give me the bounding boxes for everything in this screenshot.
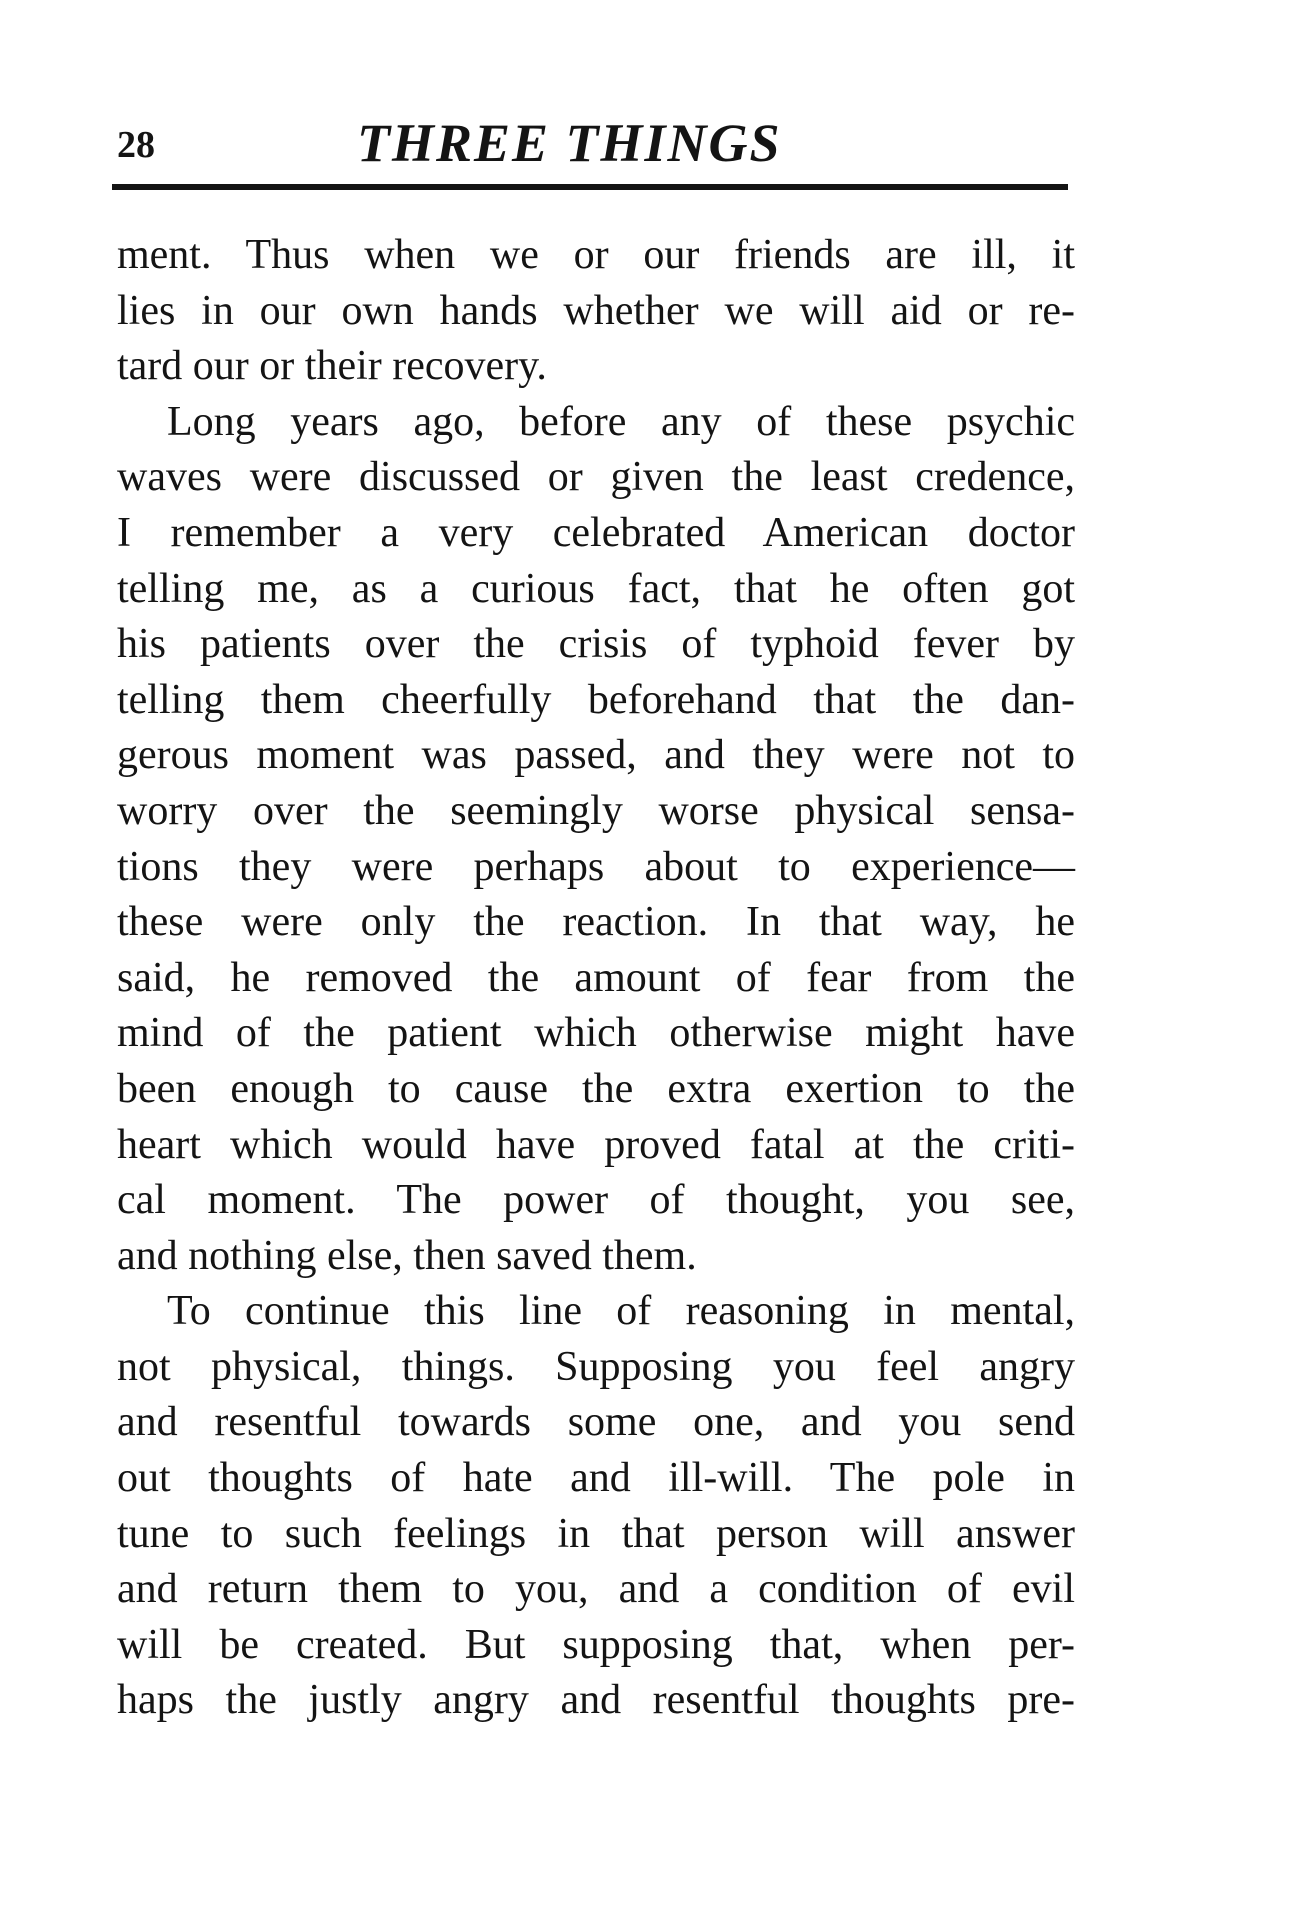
text-line: telling me, as a curious fact, that he often got	[117, 565, 1075, 612]
text-line: out thoughts of hate and ill-will. The pole in	[117, 1455, 1075, 1502]
text-line: and nothing else, then saved them.	[117, 1232, 697, 1279]
text-line: said, he removed the amount of fear from the	[117, 954, 1075, 1001]
text-line: not physical, things. Supposing you feel angry	[117, 1343, 1075, 1390]
text-line: worry over the seemingly worse physical sensa-	[117, 787, 1075, 834]
text-line: his patients over the crisis of typhoid fever by	[117, 621, 1075, 668]
page-header	[117, 112, 1067, 174]
text-line: I remember a very celebrated American doctor	[117, 509, 1075, 556]
text-line: ment. Thus when we or our friends are ill, it	[117, 232, 1075, 278]
text-line: telling them cheerfully beforehand that the dan-	[117, 676, 1075, 723]
text-line: gerous moment was passed, and they were not to	[117, 732, 1075, 779]
text-line: and resentful towards some one, and you send	[117, 1399, 1075, 1446]
text-line: cal moment. The power of thought, you see,	[117, 1177, 1075, 1224]
text-line: mind of the patient which otherwise might have	[117, 1010, 1075, 1057]
header-rule	[112, 184, 1068, 190]
text-line: and return them to you, and a condition of evil	[117, 1566, 1075, 1613]
running-title: THREE THINGS	[357, 113, 782, 173]
text-line: lies in our own hands whether we will aid or re-	[117, 287, 1075, 334]
text-line: waves were discussed or given the least credence,	[117, 454, 1075, 501]
page-number: 28	[117, 124, 155, 166]
text-line: tune to such feelings in that person will answer	[117, 1510, 1075, 1557]
text-line: been enough to cause the extra exertion to the	[117, 1065, 1075, 1112]
text-line: tions they were perhaps about to experience—	[117, 843, 1075, 890]
text-line: these were only the reaction. In that way, he	[117, 899, 1075, 946]
text-line: haps the justly angry and resentful thoughts pre-	[117, 1677, 1075, 1724]
text-line: heart which would have proved fatal at the criti-	[117, 1121, 1075, 1168]
paragraph-start-line: Long years ago, before any of these psychic	[167, 398, 1075, 445]
paragraph-start-line: To continue this line of reasoning in mental,	[167, 1288, 1075, 1335]
text-line: will be created. But supposing that, when per-	[117, 1621, 1075, 1668]
text-line: tard our or their recovery.	[117, 343, 547, 390]
body-text	[117, 228, 1075, 1729]
